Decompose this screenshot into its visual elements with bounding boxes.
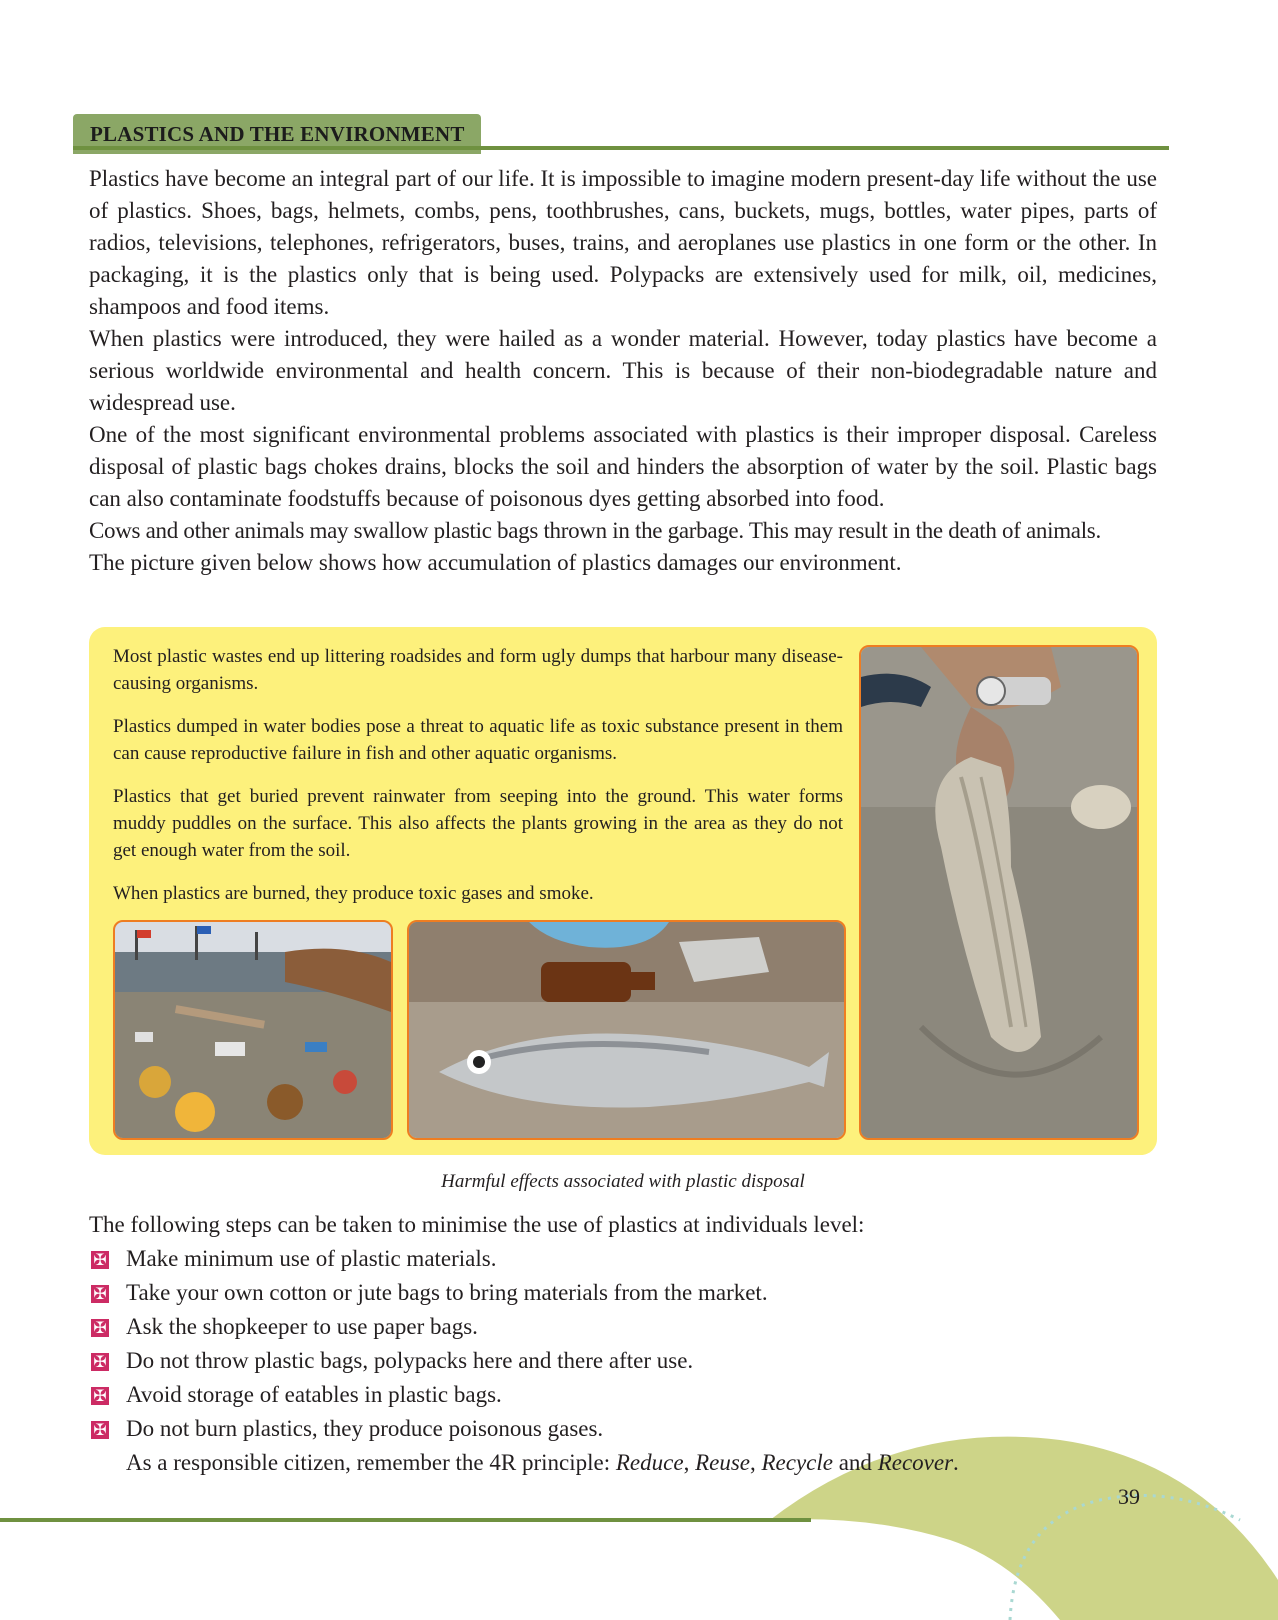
cross-bullet-icon: ✠ [91, 1251, 109, 1269]
littered-harbour-photo [113, 920, 393, 1140]
cross-bullet-icon: ✠ [91, 1285, 109, 1303]
list-item [89, 1344, 1157, 1378]
list-item [89, 1310, 1157, 1344]
section-title: PLASTICS AND THE ENVIRONMENT [73, 114, 481, 154]
intro-paragraph: Cows and other animals may swallow plastic bags thrown in the garbage. This may result in the death of animals. [89, 518, 1101, 543]
separator: , [749, 1450, 762, 1475]
step-text: Make minimum use of plastic materials. [126, 1246, 497, 1271]
panel-text [113, 643, 843, 923]
separator: , [683, 1450, 696, 1475]
step-text: Avoid storage of eatables in plastic bags. [126, 1382, 502, 1407]
and-word: and [832, 1450, 878, 1475]
r-recover: Recover [877, 1450, 954, 1475]
figure-caption: Harmful effects associated with plastic disposal [441, 1171, 805, 1192]
dead-fish-photo [407, 920, 846, 1140]
intro-paragraph: When plastics were introduced, they were hailed as a wonder material. However, today plastics have become a serious worldwide environmental and health concern. This is because of their non-biodegradable nature and widespread use. [89, 326, 1157, 415]
page-number: 39 [1118, 1484, 1140, 1509]
step-text: Take your own cotton or jute bags to bring materials from the market. [126, 1280, 768, 1305]
cross-bullet-icon: ✠ [91, 1319, 109, 1337]
steps-list [89, 1242, 1157, 1446]
list-item [89, 1412, 1157, 1446]
panel-item: Most plastic wastes end up littering roadsides and form ugly dumps that harbour many disease-causing organisms. [113, 646, 843, 694]
list-item [89, 1378, 1157, 1412]
r-recycle: Recycle [761, 1450, 833, 1475]
buried-plastic-photo [859, 645, 1139, 1140]
4r-principle [89, 1446, 1157, 1480]
r-reduce: Reduce [615, 1450, 684, 1475]
list-item [89, 1276, 1157, 1310]
principle-prefix: As a responsible citizen, remember the 4R principle: [126, 1450, 616, 1475]
step-text: Do not throw plastic bags, polypacks here and there after use. [126, 1348, 694, 1373]
period: . [953, 1450, 959, 1475]
title-rule [73, 146, 1169, 150]
r-reuse: Reuse [695, 1450, 750, 1475]
harmful-effects-panel [89, 627, 1157, 1155]
cross-bullet-icon: ✠ [91, 1353, 109, 1371]
intro-text [89, 163, 1157, 579]
step-text: Ask the shopkeeper to use paper bags. [126, 1314, 478, 1339]
steps-intro: The following steps can be taken to minimise the use of plastics at individuals level: [89, 1212, 865, 1237]
intro-paragraph: The picture given below shows how accumulation of plastics damages our environment. [89, 550, 902, 575]
step-text: Do not burn plastics, they produce poisonous gases. [126, 1416, 604, 1441]
panel-item: Plastics dumped in water bodies pose a threat to aquatic life as toxic substance present in them can cause reproductive failure in fish and other aquatic organisms. [113, 716, 843, 764]
panel-item: When plastics are burned, they produce toxic gases and smoke. [113, 883, 594, 904]
panel-item: Plastics that get buried prevent rainwater from seeping into the ground. This water forms muddy puddles on the surface. This also affects the plants growing in the area as they do not get enough water from the soil. [113, 786, 843, 861]
intro-paragraph: One of the most significant environmental problems associated with plastics is their improper disposal. Careless disposal of plastic bags chokes drains, blocks the soil and hinders the absorption of water by the soil. Plastic bags can also contaminate foodstuffs because of poisonous dyes getting absorbed into food. [89, 422, 1157, 511]
cross-bullet-icon: ✠ [91, 1387, 109, 1405]
intro-paragraph: Plastics have become an integral part of our life. It is impossible to imagine modern present-day life without the use of plastics. Shoes, bags, helmets, combs, pens, toothbrushes, cans, buckets, mugs, bottles, water pipes, parts of radios, televisions, telephones, refrigerators, buses, trains, and aeroplanes use plastics in one form or the other. In packaging, it is the plastics only that is being used. Polypacks are extensively used for milk, oil, medicines, shampoos and food items. [89, 166, 1157, 319]
list-item [89, 1242, 1157, 1276]
steps-section [89, 1208, 1157, 1480]
cross-bullet-icon: ✠ [91, 1421, 109, 1439]
footer-rule [0, 1518, 811, 1522]
